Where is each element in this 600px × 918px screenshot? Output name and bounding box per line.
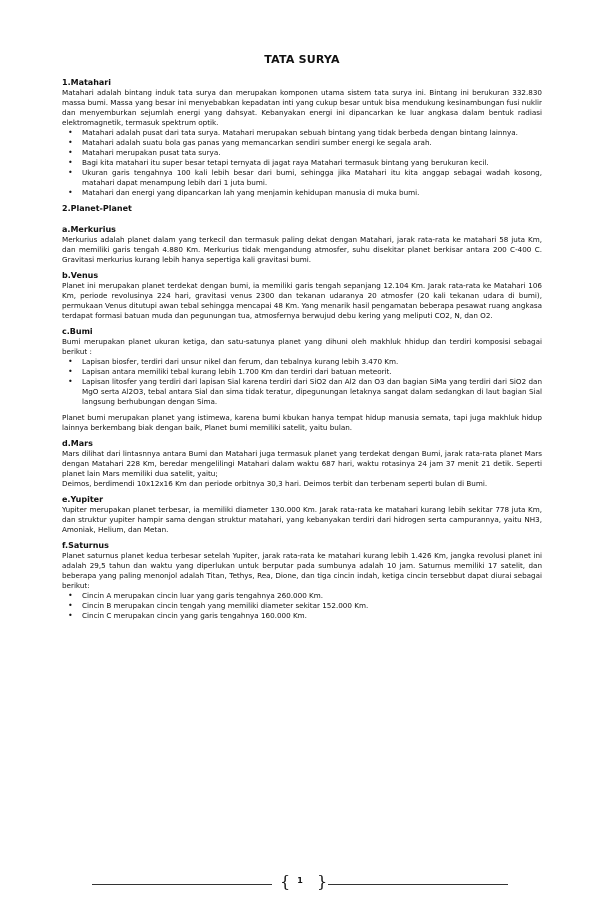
page-footer [92,870,508,900]
page-title: TATA SURYA [264,53,340,66]
section-heading-bumi: c.Bumi [62,327,93,336]
paragraph-merkurius: Merkurius adalah planet dalam yang terkecil dan termasuk paling dekat dengan Matahari, jarak rata-rata ke matahari 58 juta Km, dan memiliki garis tengah 4.880 Km. Merkurius tidak mengandung atmosfer, suhu disekitar planet berkisar antara 200 C-400 C. Gravitasi merkurius kurang lebih hanya sepertiga kali gravitasi bumi. [62,235,542,264]
list-bumi [62,357,542,407]
page-number: 1 [297,876,303,885]
footer-divider-left [92,884,272,885]
section-mars [62,439,542,489]
paragraph-bumi: Bumi merupakan planet ukuran ketiga, dan satu-satunya planet yang dihuni oleh makhluk hhidup dan terdiri komposisi sebagai berikut : [62,337,542,356]
document-page [62,0,542,621]
list-item: • Matahari adalah pusat dari tata surya. Matahari merupakan sebuah bintang yang tidak berbeda dengan bintang lainnya. [82,128,542,138]
list-item: • Matahari adalah suatu bola gas panas yang memancarkan sendiri sumber energi ke segala arah. [82,138,542,148]
list-saturnus [62,591,542,621]
paragraph-venus: Planet ini merupakan planet terdekat dengan bumi, ia memiliki garis tengah sepanjang 12.104 Km. Jarak rata-rata ke Matahari 106 Km, periode revolusinya 224 hari, gravitasi venus 2300 dan tekanan udaranya 20 atmosfer (20 kali tekanan udara di bumi), permukaan Venus ditutupi awan tebal sehingga mencapai 48 Km. Yang menarik hasil pengamatan beberapa pesawat ruang angkasa terdapat formasi batuan muda dan pegunungan tua, atmosfernya berwujud debu kering yang meliputi CO2, N, dan O2. [62,281,543,320]
section-heading-merkurius: a.Merkurius [62,225,116,234]
paragraph-yupiter: Yupiter merupakan planet terbesar, ia memiliki diameter 130.000 Km. Jarak rata-rata ke matahari kurang lebih sekitar 778 juta Km, dan struktur yupiter hampir sama dengan struktur matahari, yang kebanyakan terdiri dari hidrogen serta campurannya, yaitu NH3, Amoniak, Helium, dan Metan. [62,505,542,534]
list-item: • Matahari merupakan pusat tata surya. [82,148,542,158]
section-bumi [62,327,542,433]
section-heading-saturnus: f.Saturnus [62,541,109,550]
list-item: • Bagi kita matahari itu super besar tetapi ternyata di jagat raya Matahari termasuk bintang yang berukuran kecil. [82,158,542,168]
list-item: • Cincin A merupakan cincin luar yang garis tengahnya 260.000 Km. [82,591,542,601]
section-yupiter [62,495,542,535]
section-heading-yupiter: e.Yupiter [62,495,104,504]
section-matahari [62,78,542,198]
section-heading-mars: d.Mars [62,439,93,448]
list-item: • Lapisan biosfer, terdiri dari unsur nikel dan ferum, dan tebalnya kurang lebih 3.470 Km. [82,357,542,367]
footer-bracket-left: { [280,872,291,891]
paragraph-bumi-2: Planet bumi merupakan planet yang istimewa, karena bumi kbukan hanya tempat hidup manusia semata, tapi juga makhluk hidup lainnya berkembang biak dengan baik, Planet bumi memiliki satelit, yaitu bulan. [62,413,542,432]
list-item: • Lapisan litosfer yang terdiri dari lapisan Sial karena terdiri dari SiO2 dan Al2 dan O3 dan bagian SiMa yang terdiri dari SiO2 dan MgO serta Al2O3, tebal antara Sial dan sima tidak teratur, dipegunungan letaknya sangat dalam sedangkan di laut bagian Sial langsung berhubungan dengan Sima. [82,377,542,407]
section-saturnus [62,541,542,621]
paragraph-matahari: Matahari adalah bintang induk tata surya dan merupakan komponen utama sistem tata surya ini. Bintang ini berukuran 332.830 massa bumi. Massa yang besar ini menyebabkan kepadatan inti yang cukup besar untuk bisa mendukung kesinambungan fusi nuklir dan menyemburkan sejumlah energi yang dahsyat. Kebanyakan energi ini dipancarkan ke luar angkasa dalam bentuk radiasi elektromagnetik, termasuk spektrum optik. [62,88,542,127]
footer-divider-right [328,884,508,885]
paragraph-mars-2: Deimos, berdimendi 10x12x16 Km dan periode orbitnya 30,3 hari. Deimos terbit dan terbenam seperti bulan di Bumi. [62,479,488,488]
section-venus [62,271,542,321]
list-item: • Ukuran garis tengahnya 100 kali lebih besar dari bumi, sehingga jika Matahari itu kita anggap sebagai wadah kosong, matahari dapat menampung lebih dari 1 juta bumi. [82,168,542,188]
paragraph-saturnus: Planet saturnus planet kedua terbesar setelah Yupiter, jarak rata-rata ke matahari kurang lebih 1.426 Km, jangka revolusi planet ini adalah 29,5 tahun dan waktu yang diperlukan untuk berputar pada sumbunya adalah 10 jam. Saturnus memiliki 17 satelit, dan beberapa yang paling menonjol adalah Titan, Tethys, Rea, Dione, dan tiga cincin indah, ketiga cincin tersebbut dapat diurai sebagai berikut: [62,551,542,590]
section-heading-venus: b.Venus [62,271,99,280]
footer-bracket-right: } [317,872,328,891]
section-heading-matahari: 1.Matahari [62,78,111,87]
list-matahari [62,128,542,198]
list-item: • Cincin C merupakan cincin yang garis tengahnya 160.000 Km. [82,611,542,621]
paragraph-mars: Mars dilihat dari lintasnnya antara Bumi dan Matahari juga termasuk planet yang terdekat dengan Bumi, jarak rata-rata planet Mars dengan Matahari 228 Km, beredar mengelilingi Matahari dalam waktu 687 hari, waktu rotasinya 24 jam 37 menit 21 detik. Seperti planet lain Mars memiliki dua satelit, yaitu; [62,449,542,478]
list-item: • Matahari dan energi yang dipancarkan lah yang menjamin kehidupan manusia di muka bumi. [82,188,542,198]
section-merkurius [62,225,542,265]
list-item: • Cincin B merupakan cincin tengah yang memiliki diameter sekitar 152.000 Km. [82,601,542,611]
section-heading-planet: 2.Planet-Planet [62,204,132,213]
list-item: • Lapisan antara memiliki tebal kurang lebih 1.700 Km dan terdiri dari batuan meteorit. [82,367,542,377]
